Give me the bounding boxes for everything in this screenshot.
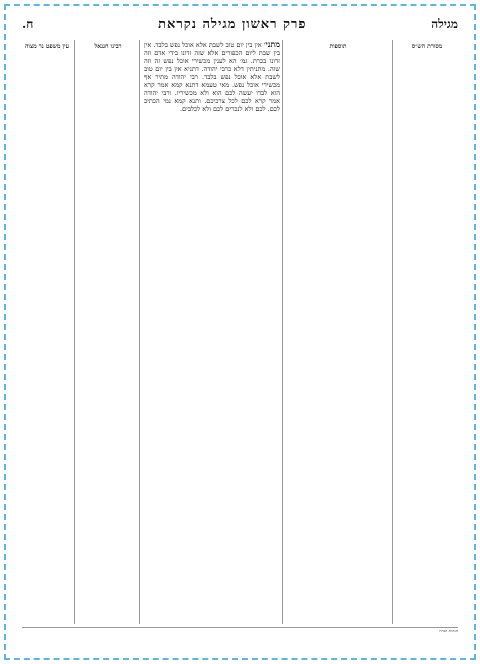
rabbeinu-chananel-column xyxy=(74,40,138,624)
bottom-notes-heading: הגהות הב״ח xyxy=(439,628,458,633)
folio-number: ח. xyxy=(22,16,34,31)
rabbeinu-chananel-heading: רבינו חננאל xyxy=(94,43,122,50)
ein-mishpat-column xyxy=(22,40,72,624)
margin-references-heading: מסורת הש״ס xyxy=(411,43,443,50)
margin-references-column xyxy=(392,40,458,624)
tosafot-heading: תוספות xyxy=(329,43,347,50)
tractate-name: מגילה xyxy=(431,16,458,31)
chapter-title: פרק ראשון מגילה נקראת xyxy=(158,17,307,32)
main-text: אין בין יום טוב לשבת אלא אוכל נפש בלבד. אין בין שבת ליום הכפורים אלא שזה זדונו בידי אדם וזה זדונו בכרת. גמ׳ הא לענין מכשירי אוכל נפש זה וזה שוה. מתניתין דלא כרבי יהודה. דתניא אין בין יום טוב לשבת אלא אוכל נפש בלבד. רבי יהודה מתיר אף מכשירי אוכל נפש. מאי טעמא דתנא קמא אמר קרא הוא לבדו יעשה לכם הוא ולא מכשיריו. ורבי יהודה אמר קרא לכם לכל צרכיכם. ותנא קמא נמי הכתיב לכם. לכם ולא לנכרים לכם ולא לכלבים. xyxy=(144,41,280,113)
main-text-column xyxy=(139,40,280,624)
mishnah-marker: מתני׳ xyxy=(263,40,280,49)
bottom-notes xyxy=(22,627,458,644)
tosafot-column xyxy=(282,40,390,624)
page-header xyxy=(22,14,458,34)
ein-mishpat-heading: עין משפט נר מצוה xyxy=(24,43,70,50)
